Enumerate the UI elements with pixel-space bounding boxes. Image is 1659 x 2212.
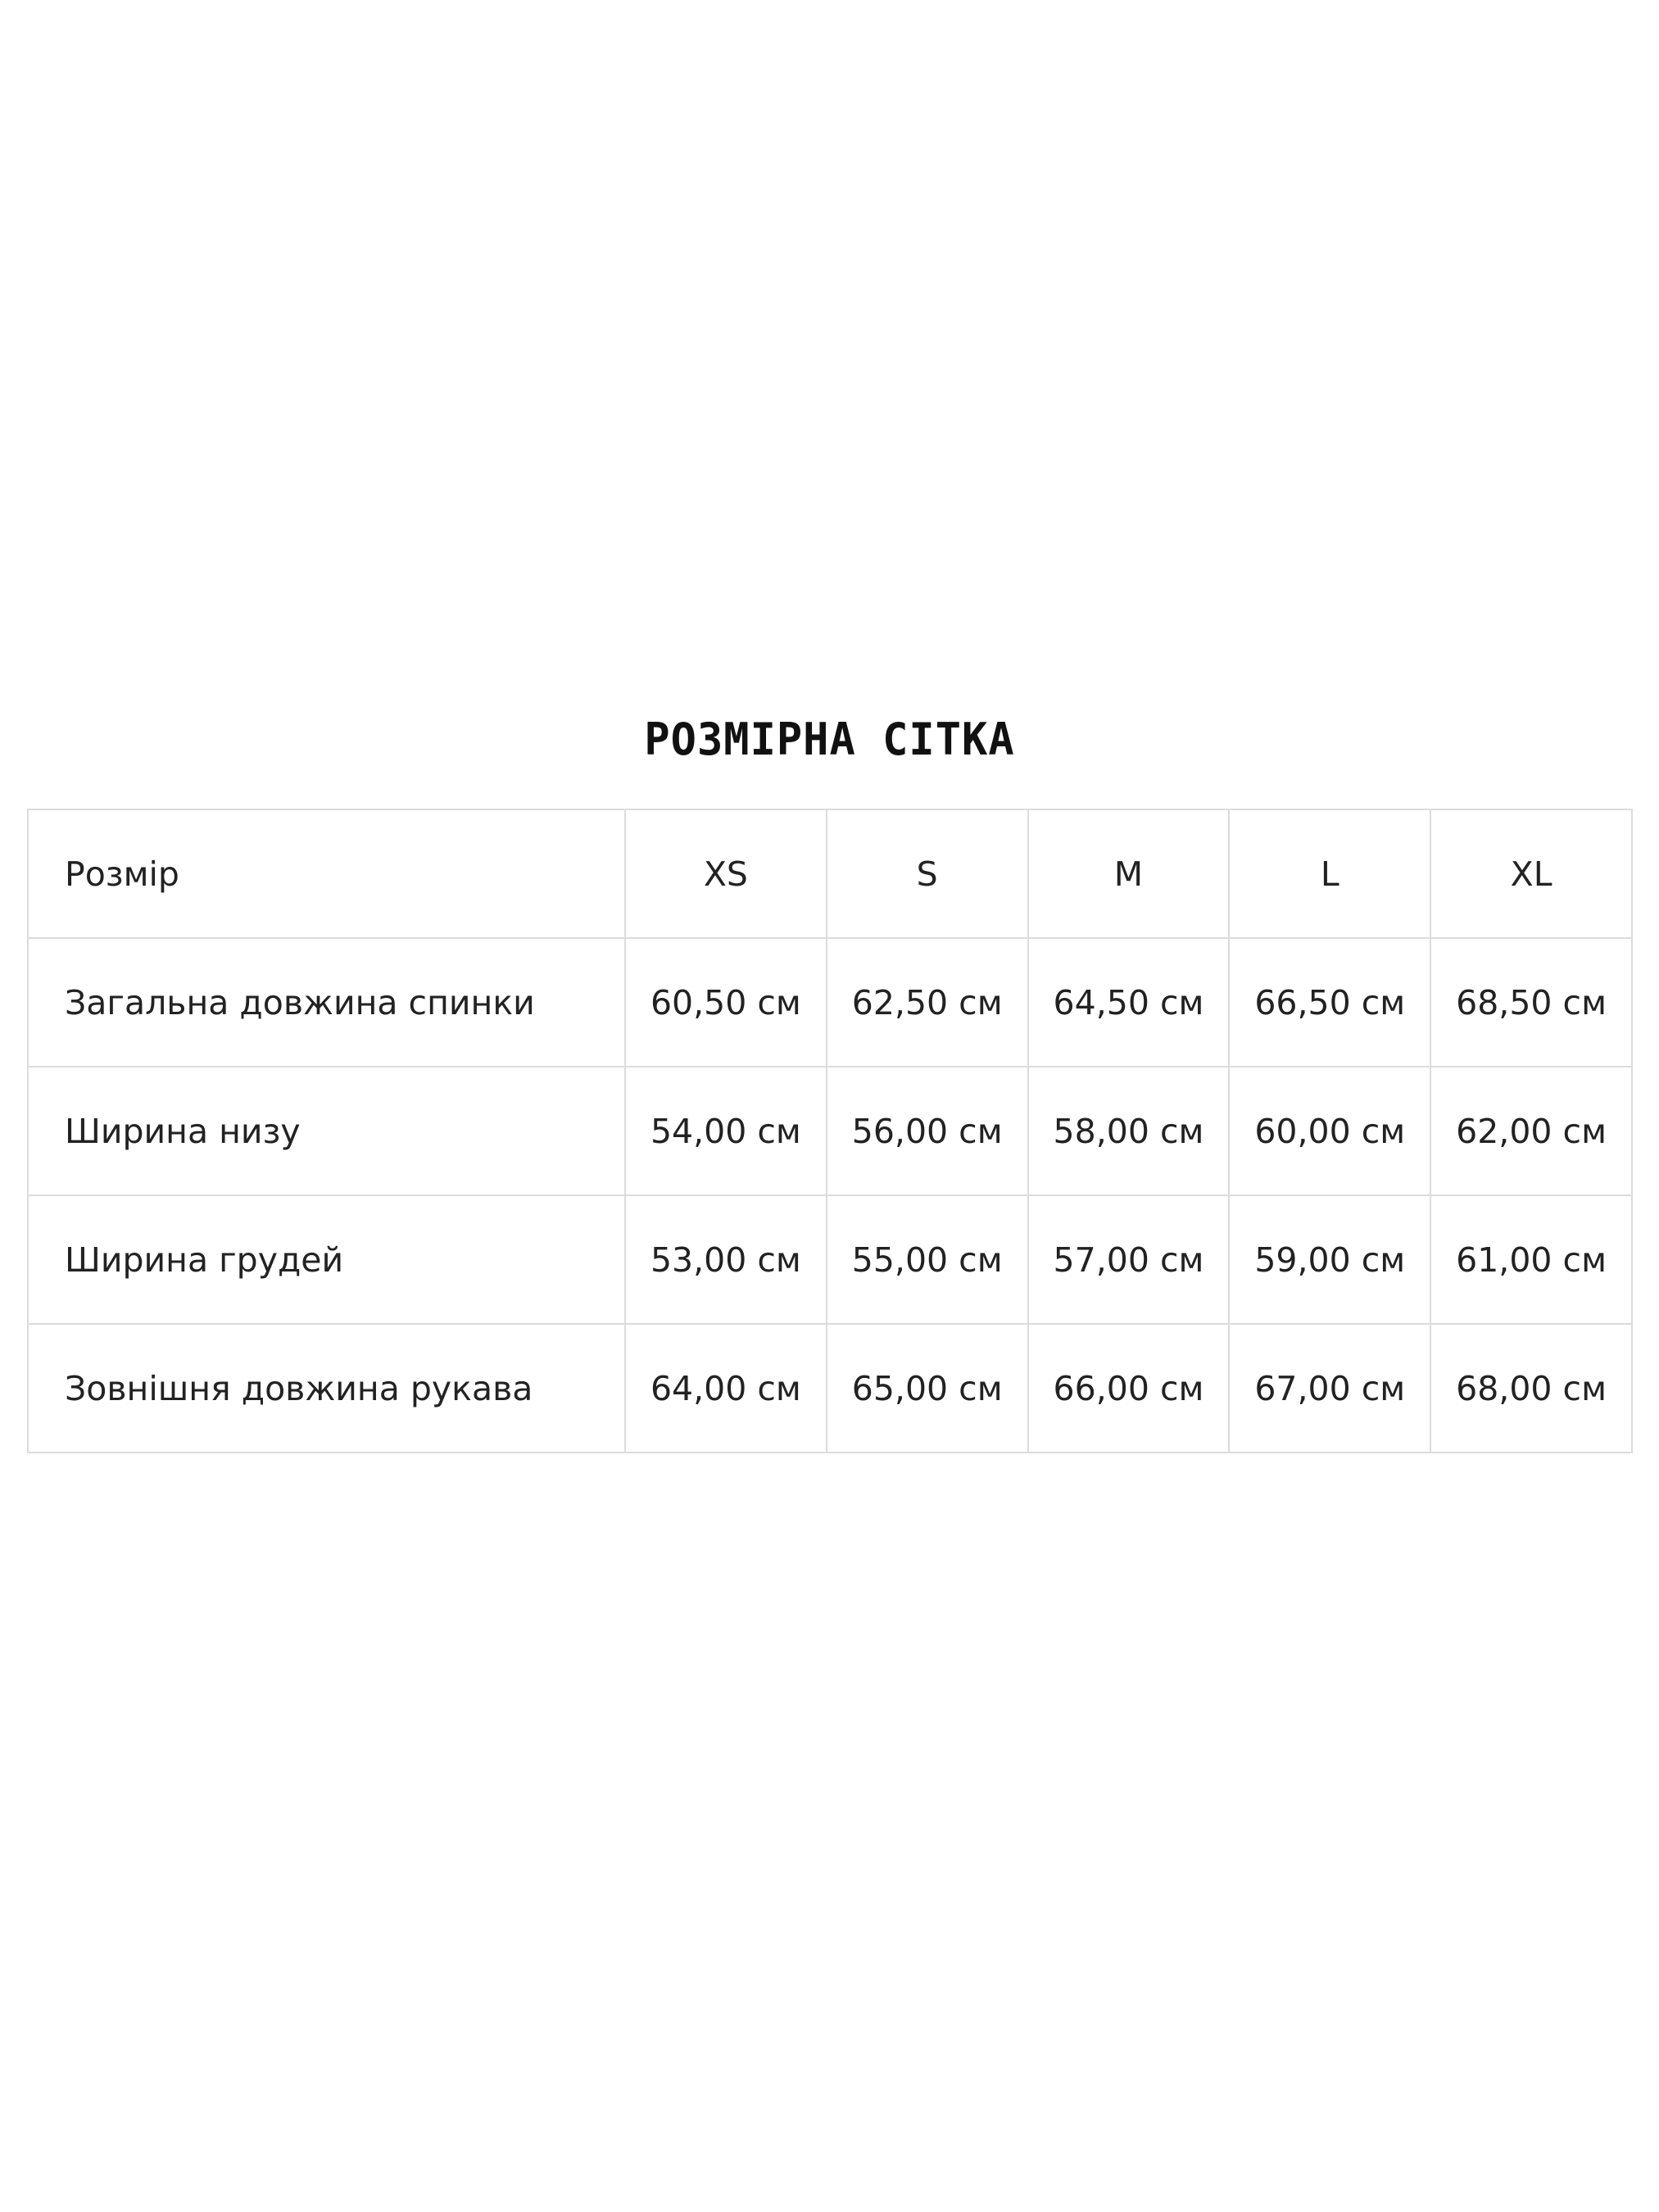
size-chart-table — [27, 809, 1633, 1453]
table-cell: 54,00 см — [625, 1067, 827, 1195]
table-cell: 67,00 см — [1229, 1324, 1430, 1453]
table-cell: 53,00 см — [625, 1195, 827, 1324]
header-size-xl: XL — [1430, 809, 1632, 938]
header-label-cell: Розмір — [28, 809, 625, 938]
table-row — [28, 1195, 1632, 1324]
table-row — [28, 1324, 1632, 1453]
table-row — [28, 1067, 1632, 1195]
row-label: Загальна довжина спинки — [28, 938, 625, 1067]
page-title: РОЗМІРНА СІТКА — [644, 714, 1015, 766]
row-label: Зовнішня довжина рукава — [28, 1324, 625, 1453]
table-cell: 57,00 см — [1028, 1195, 1230, 1324]
header-size-l: L — [1229, 809, 1430, 938]
row-label: Ширина низу — [28, 1067, 625, 1195]
table-cell: 64,00 см — [625, 1324, 827, 1453]
table-cell: 60,50 см — [625, 938, 827, 1067]
table-cell: 66,50 см — [1229, 938, 1430, 1067]
row-label: Ширина грудей — [28, 1195, 625, 1324]
table-cell: 59,00 см — [1229, 1195, 1430, 1324]
header-size-m: M — [1028, 809, 1230, 938]
table-cell: 58,00 см — [1028, 1067, 1230, 1195]
header-size-s: S — [827, 809, 1028, 938]
table-cell: 62,50 см — [827, 938, 1028, 1067]
table-cell: 66,00 см — [1028, 1324, 1230, 1453]
table-header-row — [28, 809, 1632, 938]
table-cell: 55,00 см — [827, 1195, 1028, 1324]
table-row — [28, 938, 1632, 1067]
table-cell: 61,00 см — [1430, 1195, 1632, 1324]
table-cell: 68,00 см — [1430, 1324, 1632, 1453]
table-cell: 64,50 см — [1028, 938, 1230, 1067]
table-cell: 56,00 см — [827, 1067, 1028, 1195]
table-cell: 60,00 см — [1229, 1067, 1430, 1195]
table-cell: 68,50 см — [1430, 938, 1632, 1067]
header-size-xs: XS — [625, 809, 827, 938]
table-cell: 62,00 см — [1430, 1067, 1632, 1195]
table-cell: 65,00 см — [827, 1324, 1028, 1453]
